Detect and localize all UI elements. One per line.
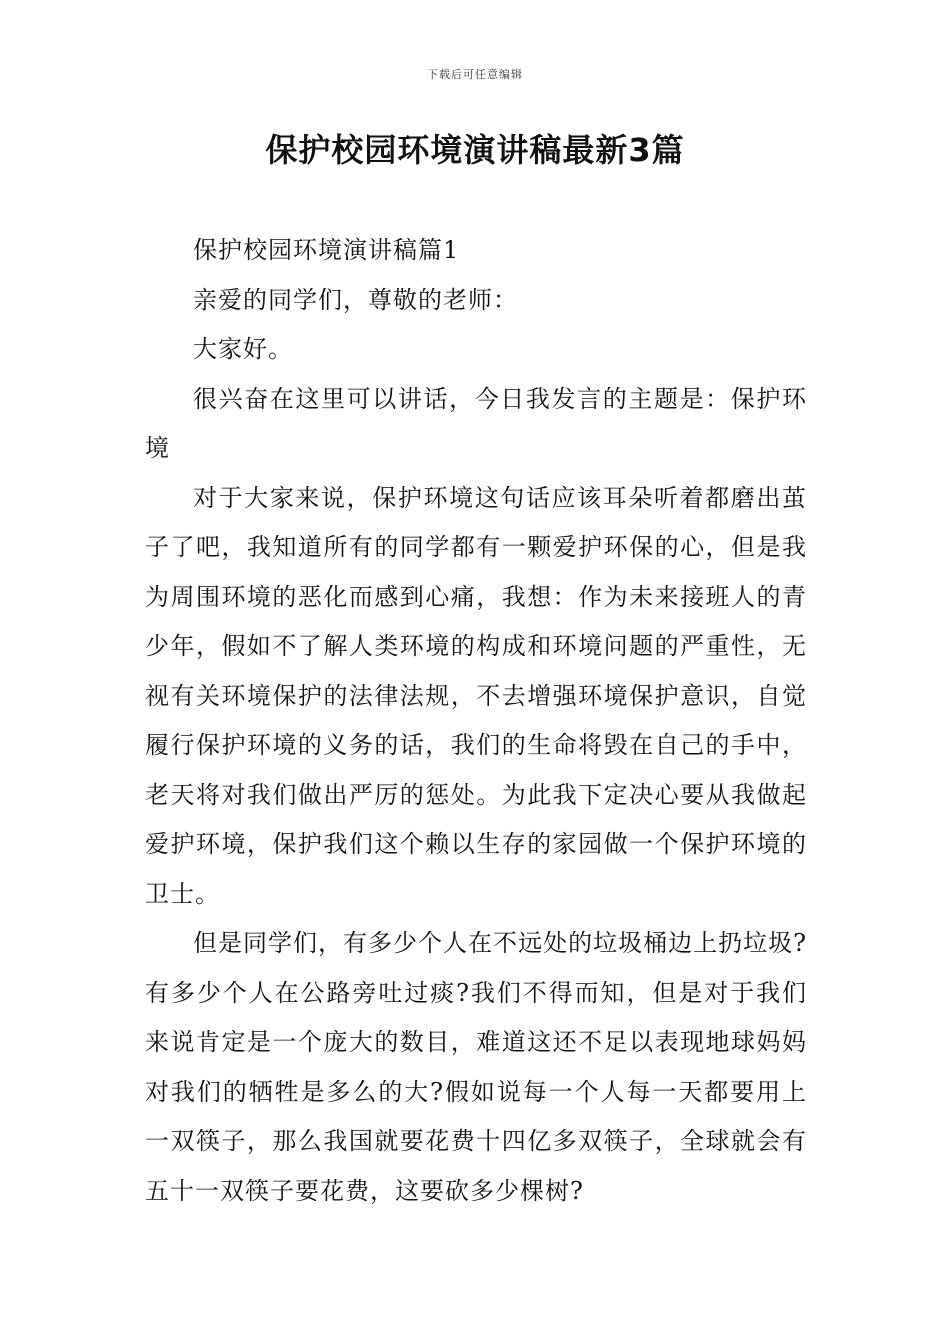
document-body — [145, 226, 807, 1216]
body-paragraph: 对于大家来说，保护环境这句话应该耳朵听着都磨出茧子了吧，我知道所有的同学都有一颗爱护环保的心，但是我为周围环境的恶化而感到心痛，我想：作为未来接班人的青少年，假如不了解人类环境的构成和环境问题的严重性，无视有关环境保护的法律法规，不去增强环境保护意识，自觉履行保护环境的义务的话，我们的生命将毁在自己的手中，老天将对我们做出严厉的惩处。为此我下定决心要从我做起爱护环境，保护我们这个赖以生存的家园做一个保护环境的卫士。 — [145, 483, 807, 908]
greeting: 大家好。 — [193, 335, 293, 363]
salutation: 亲爱的同学们，尊敬的老师： — [193, 285, 518, 314]
header-note: 下载后可任意编辑 — [427, 68, 523, 81]
document-title: 保护校园环境演讲稿最新3篇 — [265, 131, 685, 169]
body-paragraph: 很兴奋在这里可以讲话，今日我发言的主题是：保护环境 — [145, 384, 807, 462]
body-paragraph: 但是同学们，有多少个人在不远处的垃圾桶边上扔垃圾?有多少个人在公路旁吐过痰?我们不得而知，但是对于我们来说肯定是一个庞大的数目，难道这还不足以表现地球妈妈对我们的牺牲是多么的大?假如说每一个人每一天都要用上一双筷子，那么我国就要花费十四亿多双筷子，全球就会有五十一双筷子要花费，这要砍多少棵树? — [145, 929, 807, 1205]
section-heading: 保护校园环境演讲稿篇1 — [193, 236, 460, 264]
